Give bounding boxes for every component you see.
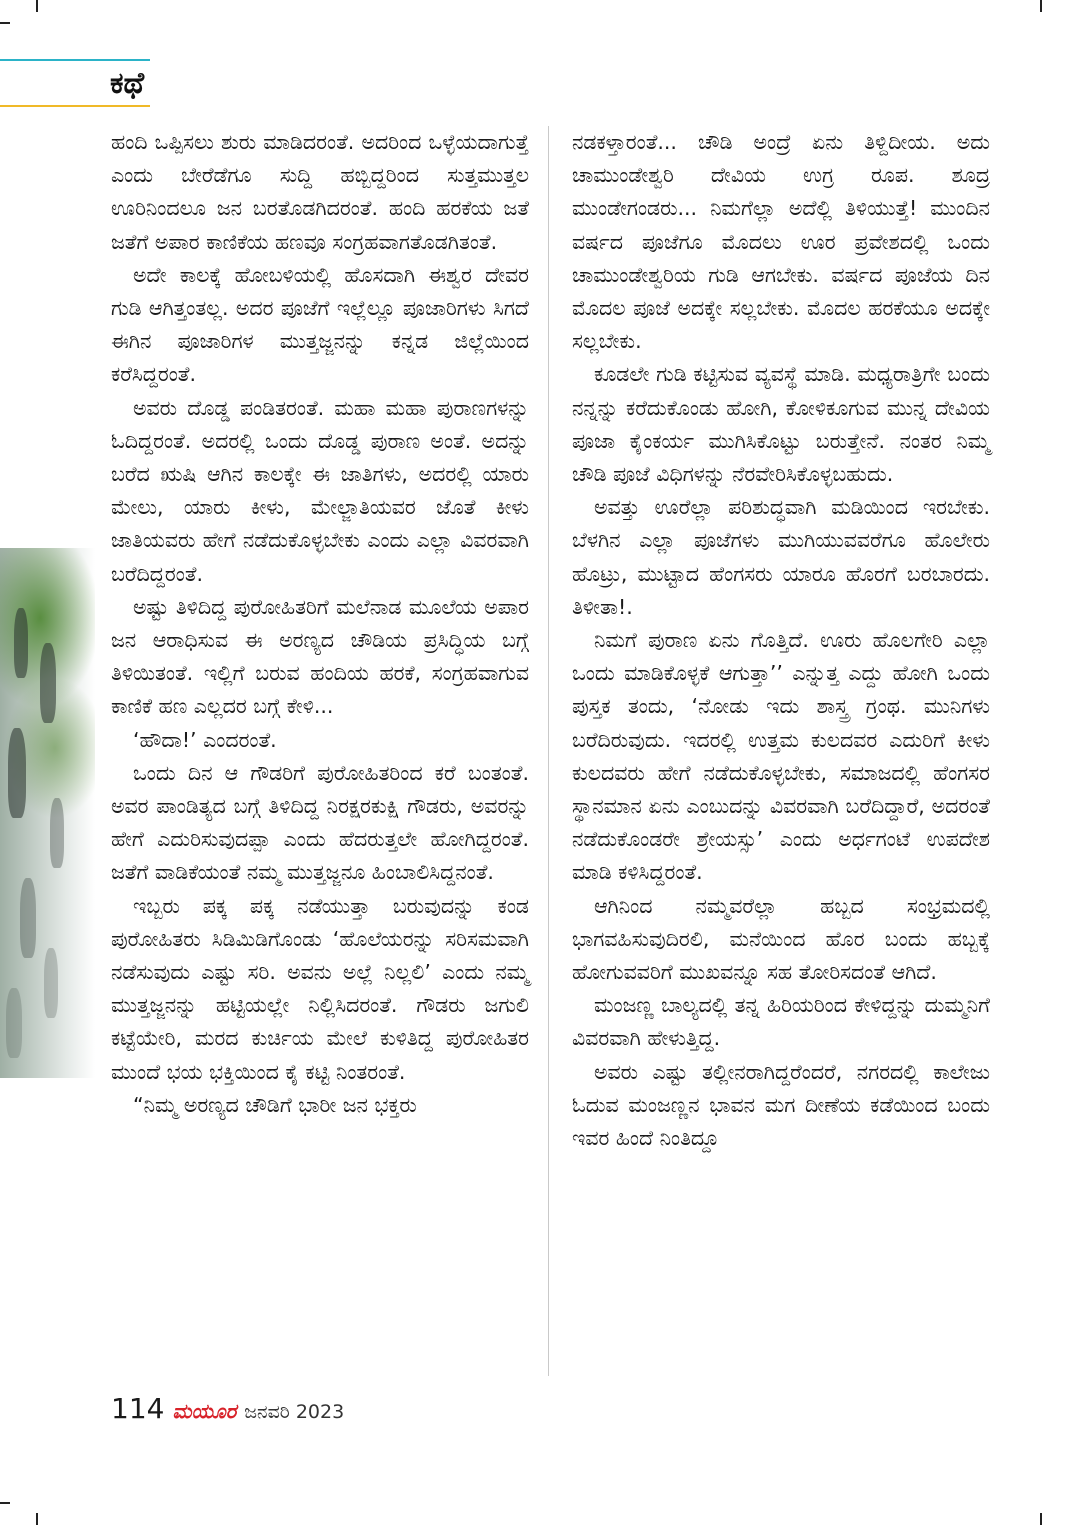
crop-mark xyxy=(1040,0,1042,12)
figure-silhouette xyxy=(40,643,56,723)
paragraph: ಅದೇ ಕಾಲಕ್ಕೆ ಹೋಬಳಿಯಲ್ಲಿ ಹೊಸದಾಗಿ ಈಶ್ವರ ದೇವರ ಗುಡಿ ಆಗಿತ್ತಂತಲ್ಲ. ಅದರ ಪೂಜೆಗೆ ಇಲ್ಲೆಲ್ಲೂ ಪೂಜಾರಿಗಳು ಸಿಗದೆ ಈಗಿನ ಪೂಜಾರಿಗಳ ಮುತ್ತಜ್ಜನನ್ನು ಕನ್ನಡ ಜಿಲ್ಲೆಯಿಂದ ಕರೆಸಿದ್ದರಂತೆ. xyxy=(111,262,529,387)
crop-mark xyxy=(0,22,10,24)
crop-mark xyxy=(0,1502,10,1504)
paragraph: ಕೂಡಲೇ ಗುಡಿ ಕಟ್ಟಿಸುವ ವ್ಯವಸ್ಥೆ ಮಾಡಿ. ಮಧ್ಯರಾತ್ರಿಗೇ ಬಂದು ನನ್ನನ್ನು ಕರೆದುಕೊಂಡು ಹೋಗಿ, ಕೋಳಿಕೂಗುವ ಮುನ್ನ ದೇವಿಯ ಪೂಜಾ ಕೈಂಕರ್ಯ ಮುಗಿಸಿಕೊಟ್ಟು ಬರುತ್ತೇನೆ. ನಂತರ ನಿಮ್ಮ ಚೌಡಿ ಪೂಜೆ ವಿಧಿಗಳನ್ನು ನೆರವೇರಿಸಿಕೊಳ್ಳಬಹುದು. xyxy=(572,362,990,487)
paragraph: ನಿಮಗೆ ಪುರಾಣ ಏನು ಗೊತ್ತಿದೆ. ಊರು ಹೊಲಗೇರಿ ಎಲ್ಲಾ ಒಂದು ಮಾಡಿಕೊಳ್ಳಕೆ ಆಗುತ್ತಾ’’ ಎನ್ನುತ್ತ ಎದ್ದು ಹೋಗಿ ಒಂದು ಪುಸ್ತಕ ತಂದು, ‘ನೋಡು ಇದು ಶಾಸ್ತ್ರ ಗ್ರಂಥ. ಮುನಿಗಳು ಬರೆದಿರುವುದು. ಇದರಲ್ಲಿ ಉತ್ತಮ ಕುಲದವರ ಎದುರಿಗೆ ಕೀಳು ಕುಲದವರು ಹೇಗೆ ನಡೆದುಕೊಳ್ಳಬೇಕು, ಸಮಾಜದಲ್ಲಿ ಹೆಂಗಸರ ಸ್ಥಾನಮಾನ ಏನು ಎಂಬುದನ್ನು ವಿವರವಾಗಿ ಬರೆದಿದ್ದಾರೆ, ಅದರಂತೆ ನಡೆದುಕೊಂಡರೇ ಶ್ರೇಯಸ್ಸು’ ಎಂದು ಅರ್ಧಗಂಟೆ ಉಪದೇಶ ಮಾಡಿ ಕಳಿಸಿದ್ದರಂತೆ. xyxy=(572,628,990,885)
header-accent-rule xyxy=(0,105,150,107)
paragraph: ಇಬ್ಬರು ಪಕ್ಕ ಪಕ್ಕ ನಡೆಯುತ್ತಾ ಬರುವುದನ್ನು ಕಂಡ ಪುರೋಹಿತರು ಸಿಡಿಮಿಡಿಗೊಂಡು ‘ಹೊಲೆಯರನ್ನು ಸರಿಸಮವಾಗಿ ನಡೆಸುವುದು ಎಷ್ಟು ಸರಿ. ಅವನು ಅಲ್ಲೆ ನಿಲ್ಲಲಿ’ ಎಂದು ನಮ್ಮ ಮುತ್ತಜ್ಜನನ್ನು ಹಟ್ಟಿಯಲ್ಲೇ ನಿಲ್ಲಿಸಿದರಂತೆ. ಗೌಡರು ಜಗುಲಿ ಕಟ್ಟೆಯೇರಿ, ಮರದ ಕುರ್ಚಿಯ ಮೇಲೆ ಕುಳಿತಿದ್ದ ಪುರೋಹಿತರ ಮುಂದೆ ಭಯ ಭಕ್ತಿಯಿಂದ ಕೈ ಕಟ್ಟಿ ನಿಂತರಂತೆ. xyxy=(111,893,529,1084)
header-accent-rule xyxy=(0,59,150,61)
article-column-right xyxy=(572,126,990,1155)
figure-silhouette xyxy=(44,948,58,1018)
figure-silhouette xyxy=(8,728,26,818)
paragraph: ಅವರು ದೊಡ್ಡ ಪಂಡಿತರಂತೆ. ಮಹಾ ಮಹಾ ಪುರಾಣಗಳನ್ನು ಓದಿದ್ದರಂತೆ. ಅದರಲ್ಲಿ ಒಂದು ದೊಡ್ಡ ಪುರಾಣ ಅಂತೆ. ಅದನ್ನು ಬರೆದ ಋಷಿ ಆಗಿನ ಕಾಲಕ್ಕೇ ಈ ಜಾತಿಗಳು, ಅದರಲ್ಲಿ ಯಾರು ಮೇಲು, ಯಾರು ಕೀಳು, ಮೇಲ್ಜಾತಿಯವರ ಜೊತೆ ಕೀಳು ಜಾತಿಯವರು ಹೇಗೆ ನಡೆದುಕೊಳ್ಳಬೇಕು ಎಂದು ಎಲ್ಲಾ ವಿವರವಾಗಿ ಬರೆದಿದ್ದರಂತೆ. xyxy=(111,395,529,586)
article-column-left xyxy=(111,126,529,1122)
page-number: 114 xyxy=(111,1392,165,1425)
figure-silhouette xyxy=(50,798,64,868)
figure-silhouette xyxy=(14,608,28,678)
paragraph: ನಡಕಳ್ತಾರಂತೆ... ಚೌಡಿ ಅಂದ್ರೆ ಏನು ತಿಳ್ದಿದೀಯ. ಅದು ಚಾಮುಂಡೇಶ್ವರಿ ದೇವಿಯ ಉಗ್ರ ರೂಪ. ಶೂದ್ರ ಮುಂಡೇಗಂಡರು... ನಿಮಗೆಲ್ಲಾ ಅದೆಲ್ಲಿ ತಿಳಿಯುತ್ತೆ! ಮುಂದಿನ ವರ್ಷದ ಪೂಜೆಗೂ ಮೊದಲು ಊರ ಪ್ರವೇಶದಲ್ಲಿ ಒಂದು ಚಾಮುಂಡೇಶ್ವರಿಯ ಗುಡಿ ಆಗಬೇಕು. ವರ್ಷದ ಪೂಜೆಯ ದಿನ ಮೊದಲ ಪೂಜೆ ಅದಕ್ಕೇ ಸಲ್ಲಬೇಕು. ಮೊದಲ ಹರಕೆಯೂ ಅದಕ್ಕೇ ಸಲ್ಲಬೇಕು. xyxy=(572,130,990,354)
column-divider xyxy=(548,126,549,1376)
crop-mark xyxy=(1040,1513,1042,1525)
figure-silhouette xyxy=(6,988,22,1058)
paragraph: ಮಂಜಣ್ಣ ಬಾಲ್ಯದಲ್ಲಿ ತನ್ನ ಹಿರಿಯರಿಂದ ಕೇಳಿದ್ದನ್ನು ದುಮ್ಮನಿಗೆ ವಿವರವಾಗಿ ಹೇಳುತ್ತಿದ್ದ. xyxy=(572,993,990,1051)
crop-mark xyxy=(36,1513,38,1525)
magazine-logo: ಮಯೂರ xyxy=(172,1399,237,1423)
paragraph: ಅವತ್ತು ಊರೆಲ್ಲಾ ಪರಿಶುದ್ಧವಾಗಿ ಮಡಿಯಿಂದ ಇರಬೇಕು. ಬೆಳಗಿನ ಎಲ್ಲಾ ಪೂಜೆಗಳು ಮುಗಿಯುವವರೆಗೂ ಹೊಲೇರು ಹೊಟ್ರು, ಮುಟ್ಟಾದ ಹೆಂಗಸರು ಯಾರೂ ಹೊರಗೆ ಬರಬಾರದು. ತಿಳೀತಾ!. xyxy=(572,495,990,619)
figure-silhouette xyxy=(20,878,36,958)
paragraph: ಆಗಿನಿಂದ ನಮ್ಮವರೆಲ್ಲಾ ಹಬ್ಬದ ಸಂಭ್ರಮದಲ್ಲಿ ಭಾಗವಹಿಸುವುದಿರಲಿ, ಮನೆಯಿಂದ ಹೊರ ಬಂದು ಹಬ್ಬಕ್ಕೆ ಹೋಗುವವರಿಗೆ ಮುಖವನ್ನೂ ಸಹ ತೋರಿಸದಂತೆ ಆಗಿದೆ. xyxy=(572,893,990,985)
side-illustration xyxy=(0,548,95,1078)
paragraph: ಅವರು ಎಷ್ಟು ತಲ್ಲೀನರಾಗಿದ್ದರೆಂದರೆ, ನಗರದಲ್ಲಿ ಕಾಲೇಜು ಓದುವ ಮಂಜಣ್ಣನ ಭಾವನ ಮಗ ದೀಣೆಯ ಕಡೆಯಿಂದ ಬಂದು ಇವರ ಹಿಂದೆ ನಿಂತಿದ್ದೂ xyxy=(572,1059,990,1151)
paragraph: ಹಂದಿ ಒಪ್ಪಿಸಲು ಶುರು ಮಾಡಿದರಂತೆ. ಅದರಿಂದ ಒಳ್ಳೆಯದಾಗುತ್ತೆ ಎಂದು ಬೇರೆಡೆಗೂ ಸುದ್ದಿ ಹಬ್ಬಿದ್ದರಿಂದ ಸುತ್ತಮುತ್ತಲ ಊರಿನಿಂದಲೂ ಜನ ಬರತೊಡಗಿದರಂತೆ. ಹಂದಿ ಹರಕೆಯ ಜತೆ ಜತೆಗೆ ಅಪಾರ ಕಾಣಿಕೆಯ ಹಣವೂ ಸಂಗ್ರಹವಾಗತೊಡಗಿತಂತೆ. xyxy=(111,130,529,254)
crop-mark xyxy=(36,0,38,12)
paragraph: ಅಷ್ಟು ತಿಳಿದಿದ್ದ ಪುರೋಹಿತರಿಗೆ ಮಲೆನಾಡ ಮೂಲೆಯ ಅಪಾರ ಜನ ಆರಾಧಿಸುವ ಈ ಅರಣ್ಯದ ಚೌಡಿಯ ಪ್ರಸಿದ್ಧಿಯ ಬಗ್ಗೆ ತಿಳಿಯಿತಂತೆ. ಇಲ್ಲಿಗೆ ಬರುವ ಹಂದಿಯ ಹರಕೆ, ಸಂಗ್ರಹವಾಗುವ ಕಾಣಿಕೆ ಹಣ ಎಲ್ಲದರ ಬಗ್ಗೆ ಕೇಳಿ... xyxy=(111,594,529,719)
paragraph: ಒಂದು ದಿನ ಆ ಗೌಡರಿಗೆ ಪುರೋಹಿತರಿಂದ ಕರೆ ಬಂತಂತೆ. ಅವರ ಪಾಂಡಿತ್ಯದ ಬಗ್ಗೆ ತಿಳಿದಿದ್ದ ನಿರಕ್ಷರಕುಕ್ಷಿ ಗೌಡರು, ಅವರನ್ನು ಹೇಗೆ ಎದುರಿಸುವುದಪ್ಪಾ ಎಂದು ಹೆದರುತ್ತಲೇ ಹೋಗಿದ್ದರಂತೆ. ಜತೆಗೆ ವಾಡಿಕೆಯಂತೆ ನಮ್ಮ ಮುತ್ತಜ್ಜನೂ ಹಿಂಬಾಲಿಸಿದ್ದನಂತೆ. xyxy=(111,760,529,885)
page-footer xyxy=(111,1392,344,1432)
paragraph: ‘ಹೌದಾ!’ ಎಂದರಂತೆ. xyxy=(133,727,277,752)
issue-date: ಜನವರಿ 2023 xyxy=(244,1401,345,1423)
section-label: ಕಥೆ xyxy=(110,66,145,101)
paragraph: “ನಿಮ್ಮ ಅರಣ್ಯದ ಚೌಡಿಗೆ ಭಾರೀ ಜನ ಭಕ್ತರು xyxy=(133,1092,417,1117)
